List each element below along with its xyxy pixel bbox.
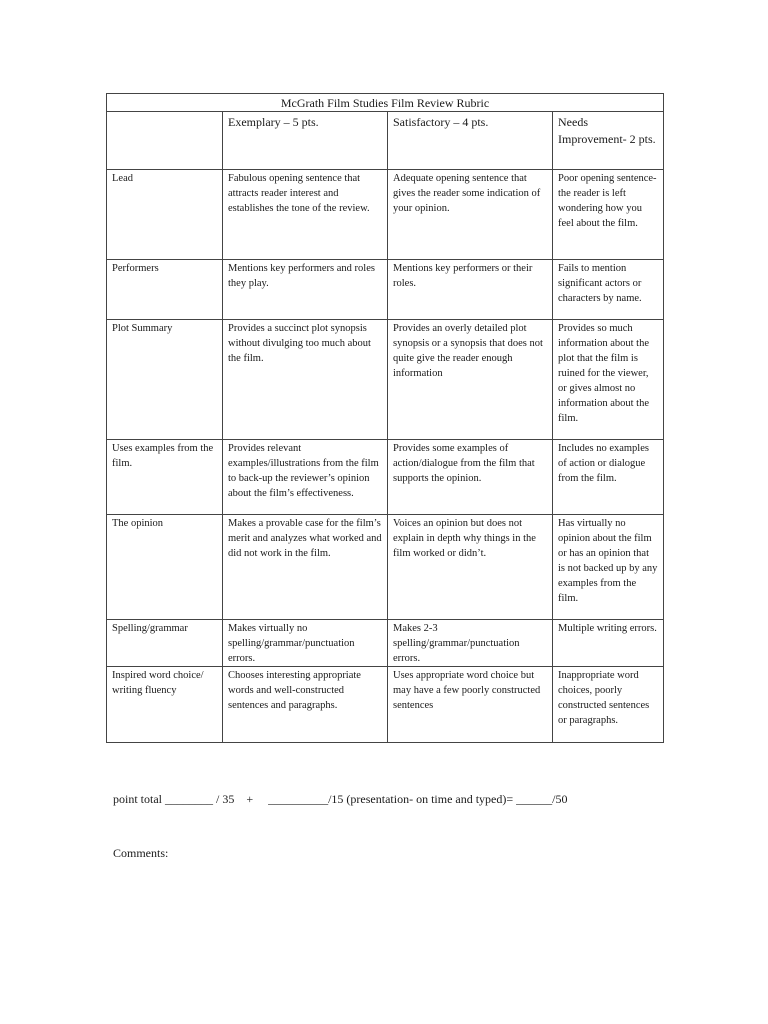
needs-improvement-cell: Has virtually no opinion about the film or has an opinion that is not backed up by any examples from the film. — [553, 515, 664, 620]
needs-improvement-cell: Poor opening sentence- the reader is left wondering how you feel about the film. — [553, 170, 664, 260]
table-row — [107, 667, 664, 743]
satisfactory-cell: Makes 2-3 spelling/grammar/punctuation errors. — [388, 620, 553, 667]
header-exemplary: Exemplary – 5 pts. — [223, 112, 388, 170]
needs-improvement-cell: Multiple writing errors. — [553, 620, 664, 667]
rubric-title-row — [107, 94, 664, 112]
needs-improvement-cell: Inappropriate word choices, poorly constructed sentences or paragraphs. — [553, 667, 664, 743]
satisfactory-cell: Provides some examples of action/dialogue from the film that supports the opinion. — [388, 440, 553, 515]
satisfactory-cell: Voices an opinion but does not explain in depth why things in the film worked or didn’t. — [388, 515, 553, 620]
header-criterion — [107, 112, 223, 170]
criterion-cell: Plot Summary — [107, 320, 223, 440]
criterion-cell: Spelling/grammar — [107, 620, 223, 667]
exemplary-cell: Fabulous opening sentence that attracts reader interest and establishes the tone of the review. — [223, 170, 388, 260]
needs-improvement-cell: Provides so much information about the plot that the film is ruined for the viewer, or gives almost no information about the film. — [553, 320, 664, 440]
comments-label: Comments: — [113, 846, 169, 860]
satisfactory-cell: Mentions key performers or their roles. — [388, 260, 553, 320]
point-total-line: point total ________ / 35 + __________/15 (presentation- on time and typed)= ______/50 — [113, 792, 568, 806]
satisfactory-cell: Uses appropriate word choice but may have a few poorly constructed sentences — [388, 667, 553, 743]
exemplary-cell: Provides relevant examples/illustrations from the film to back-up the reviewer’s opinion about the film’s effectiveness. — [223, 440, 388, 515]
rubric-header-row — [107, 112, 664, 170]
needs-improvement-cell: Includes no examples of action or dialogue from the film. — [553, 440, 664, 515]
satisfactory-cell: Adequate opening sentence that gives the reader some indication of your opinion. — [388, 170, 553, 260]
satisfactory-cell: Provides an overly detailed plot synopsis or a synopsis that does not quite give the reader enough information — [388, 320, 553, 440]
table-row — [107, 170, 664, 260]
table-row — [107, 515, 664, 620]
criterion-cell: Inspired word choice/ writing fluency — [107, 667, 223, 743]
exemplary-cell: Chooses interesting appropriate words and well-constructed sentences and paragraphs. — [223, 667, 388, 743]
rubric-table — [106, 93, 664, 743]
table-row — [107, 260, 664, 320]
exemplary-cell: Makes a provable case for the film’s merit and analyzes what worked and did not work in the film. — [223, 515, 388, 620]
exemplary-cell: Mentions key performers and roles they play. — [223, 260, 388, 320]
needs-improvement-cell: Fails to mention significant actors or characters by name. — [553, 260, 664, 320]
header-needs-improvement: Needs Improvement- 2 pts. — [553, 112, 664, 170]
criterion-cell: Performers — [107, 260, 223, 320]
criterion-cell: The opinion — [107, 515, 223, 620]
rubric-title: McGrath Film Studies Film Review Rubric — [107, 94, 664, 112]
header-satisfactory: Satisfactory – 4 pts. — [388, 112, 553, 170]
exemplary-cell: Provides a succinct plot synopsis without divulging too much about the film. — [223, 320, 388, 440]
table-row — [107, 620, 664, 667]
table-row — [107, 440, 664, 515]
exemplary-cell: Makes virtually no spelling/grammar/punctuation errors. — [223, 620, 388, 667]
criterion-cell: Uses examples from the film. — [107, 440, 223, 515]
table-row — [107, 320, 664, 440]
criterion-cell: Lead — [107, 170, 223, 260]
